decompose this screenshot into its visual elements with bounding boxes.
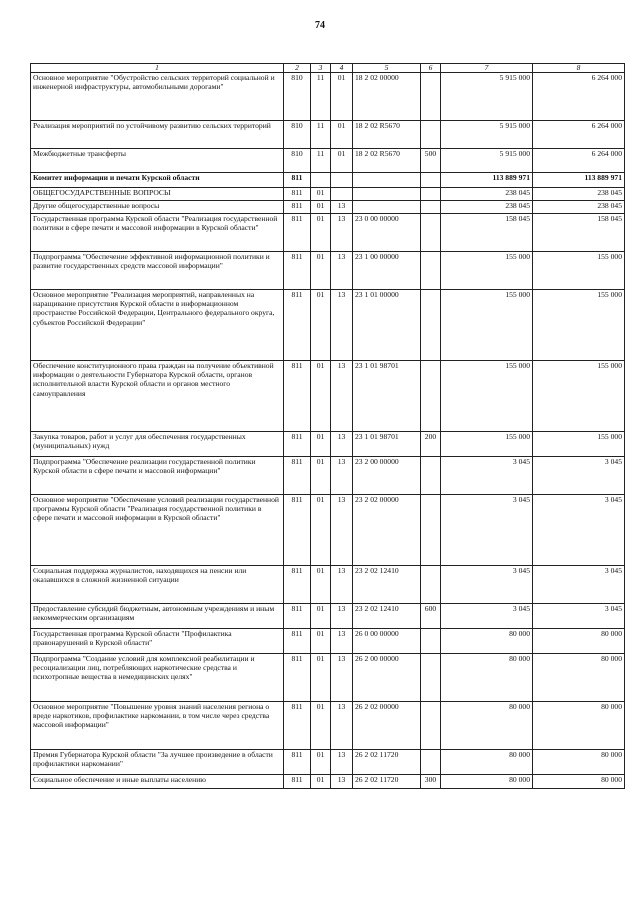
target-article-cell <box>353 201 421 214</box>
target-article-cell: 18 2 02 00000 <box>353 73 421 121</box>
amount-year2-cell: 238 045 <box>533 201 625 214</box>
subsection-cell <box>331 188 353 201</box>
section-cell <box>311 173 331 188</box>
row-name-cell: Другие общегосударственные вопросы <box>31 201 284 214</box>
subsection-cell: 13 <box>331 214 353 252</box>
table-row <box>31 252 625 290</box>
admin-code-cell: 811 <box>284 750 311 775</box>
subsection-cell: 01 <box>331 149 353 173</box>
section-cell: 01 <box>311 432 331 457</box>
expense-type-cell <box>421 495 441 566</box>
subsection-cell: 13 <box>331 457 353 495</box>
target-article-cell: 26 0 00 00000 <box>353 629 421 654</box>
amount-year1-cell: 5 915 000 <box>441 121 533 149</box>
column-header: 3 <box>311 64 331 73</box>
expense-type-cell <box>421 73 441 121</box>
row-name-cell: Социальная поддержка журналистов, находящихся на пенсии или оказавшихся в сложной жизненной ситуации <box>31 566 284 604</box>
amount-year1-cell: 113 889 971 <box>441 173 533 188</box>
amount-year1-cell: 3 045 <box>441 604 533 629</box>
subsection-cell: 13 <box>331 604 353 629</box>
expense-type-cell <box>421 290 441 361</box>
expense-type-cell: 200 <box>421 432 441 457</box>
admin-code-cell: 811 <box>284 432 311 457</box>
section-cell: 11 <box>311 73 331 121</box>
admin-code-cell: 811 <box>284 173 311 188</box>
subsection-cell: 13 <box>331 654 353 702</box>
section-cell: 01 <box>311 252 331 290</box>
amount-year1-cell: 238 045 <box>441 188 533 201</box>
expense-type-cell: 300 <box>421 775 441 789</box>
row-name-cell: Основное мероприятие "Реализация мероприятий, направленных на наращивание присутствия Курской области в информационном пространстве Российской Федерации, Центрального федерального округа, субъектов Российской Федерации" <box>31 290 284 361</box>
amount-year1-cell: 155 000 <box>441 252 533 290</box>
row-name-cell: Комитет информации и печати Курской области <box>31 173 284 188</box>
admin-code-cell: 811 <box>284 214 311 252</box>
page-number: 74 <box>315 20 325 31</box>
expense-type-cell <box>421 188 441 201</box>
amount-year1-cell: 5 915 000 <box>441 149 533 173</box>
amount-year2-cell: 80 000 <box>533 654 625 702</box>
row-name-cell: Межбюджетные трансферты <box>31 149 284 173</box>
subsection-cell: 13 <box>331 201 353 214</box>
section-cell: 01 <box>311 457 331 495</box>
row-name-cell: Социальное обеспечение и иные выплаты населению <box>31 775 284 789</box>
table-row <box>31 201 625 214</box>
section-cell: 01 <box>311 188 331 201</box>
table-row <box>31 702 625 750</box>
admin-code-cell: 811 <box>284 495 311 566</box>
table-row <box>31 188 625 201</box>
expense-type-cell <box>421 654 441 702</box>
subsection-cell: 13 <box>331 361 353 432</box>
amount-year2-cell: 80 000 <box>533 750 625 775</box>
amount-year2-cell: 155 000 <box>533 361 625 432</box>
admin-code-cell: 811 <box>284 457 311 495</box>
subsection-cell: 13 <box>331 252 353 290</box>
amount-year2-cell: 6 264 000 <box>533 73 625 121</box>
amount-year2-cell: 155 000 <box>533 432 625 457</box>
target-article-cell: 23 2 00 00000 <box>353 457 421 495</box>
amount-year1-cell: 238 045 <box>441 201 533 214</box>
subsection-cell: 13 <box>331 629 353 654</box>
section-cell: 01 <box>311 702 331 750</box>
admin-code-cell: 810 <box>284 149 311 173</box>
row-name-cell: Подпрограмма "Обеспечение реализации государственной политики Курской области в сфере печати и массовой информации" <box>31 457 284 495</box>
column-header: 5 <box>353 64 421 73</box>
amount-year2-cell: 80 000 <box>533 629 625 654</box>
row-name-cell: Подпрограмма "Обеспечение эффективной информационной политики и развитие государственных средств массовой информации" <box>31 252 284 290</box>
admin-code-cell: 811 <box>284 252 311 290</box>
table-row <box>31 775 625 789</box>
target-article-cell: 23 2 02 12410 <box>353 604 421 629</box>
table-row <box>31 495 625 566</box>
amount-year2-cell: 3 045 <box>533 604 625 629</box>
amount-year1-cell: 155 000 <box>441 361 533 432</box>
amount-year1-cell: 3 045 <box>441 457 533 495</box>
amount-year2-cell: 155 000 <box>533 252 625 290</box>
row-name-cell: Предоставление субсидий бюджетным, автономным учреждениям и иным некоммерческим организациям <box>31 604 284 629</box>
target-article-cell: 23 2 02 00000 <box>353 495 421 566</box>
subsection-cell: 01 <box>331 121 353 149</box>
subsection-cell: 13 <box>331 566 353 604</box>
table-body <box>31 73 625 789</box>
admin-code-cell: 811 <box>284 629 311 654</box>
subsection-cell: 13 <box>331 702 353 750</box>
section-cell: 01 <box>311 214 331 252</box>
row-name-cell: Основное мероприятие "Обустройство сельских территорий социальной и инженерной инфраструктуры, автомобильными дорогами" <box>31 73 284 121</box>
table-row <box>31 73 625 121</box>
target-article-cell: 26 2 00 00000 <box>353 654 421 702</box>
row-name-cell: ОБЩЕГОСУДАРСТВЕННЫЕ ВОПРОСЫ <box>31 188 284 201</box>
subsection-cell: 13 <box>331 432 353 457</box>
amount-year1-cell: 80 000 <box>441 654 533 702</box>
column-header: 2 <box>284 64 311 73</box>
table-row <box>31 361 625 432</box>
amount-year2-cell: 113 889 971 <box>533 173 625 188</box>
admin-code-cell: 810 <box>284 121 311 149</box>
table-row <box>31 290 625 361</box>
section-cell: 01 <box>311 750 331 775</box>
table-row <box>31 432 625 457</box>
table-row <box>31 604 625 629</box>
target-article-cell: 23 1 00 00000 <box>353 252 421 290</box>
expense-type-cell <box>421 457 441 495</box>
expense-type-cell: 500 <box>421 149 441 173</box>
subsection-cell: 13 <box>331 775 353 789</box>
subsection-cell: 01 <box>331 73 353 121</box>
target-article-cell <box>353 188 421 201</box>
section-cell: 01 <box>311 604 331 629</box>
amount-year1-cell: 158 045 <box>441 214 533 252</box>
subsection-cell: 13 <box>331 290 353 361</box>
target-article-cell: 26 2 02 11720 <box>353 775 421 789</box>
table-header-row <box>31 64 625 73</box>
table-row <box>31 149 625 173</box>
table-row <box>31 629 625 654</box>
admin-code-cell: 811 <box>284 702 311 750</box>
expense-type-cell <box>421 702 441 750</box>
expense-type-cell <box>421 629 441 654</box>
row-name-cell: Государственная программа Курской области "Реализация государственной политики в сфере печати и массовой информации в Курской области" <box>31 214 284 252</box>
row-name-cell: Обеспечение конституционного права граждан на получение объективной информации о деятельности Губернатора Курской области, органов исполнительной власти Курской области и органов местного самоуправления <box>31 361 284 432</box>
row-name-cell: Подпрограмма "Создание условий для комплексной реабилитации и ресоциализации лиц, потребляющих наркотические средства и психотропные вещества в немедицинских целях" <box>31 654 284 702</box>
section-cell: 11 <box>311 149 331 173</box>
section-cell: 01 <box>311 361 331 432</box>
target-article-cell: 23 0 00 00000 <box>353 214 421 252</box>
expense-type-cell <box>421 252 441 290</box>
column-header: 1 <box>31 64 284 73</box>
section-cell: 01 <box>311 775 331 789</box>
subsection-cell <box>331 173 353 188</box>
amount-year2-cell: 3 045 <box>533 495 625 566</box>
target-article-cell: 26 2 02 00000 <box>353 702 421 750</box>
row-name-cell: Реализация мероприятий по устойчивому развитию сельских территорий <box>31 121 284 149</box>
target-article-cell: 26 2 02 11720 <box>353 750 421 775</box>
row-name-cell: Премия Губернатора Курской области "За лучшее произведение в области профилактики наркомании" <box>31 750 284 775</box>
section-cell: 01 <box>311 566 331 604</box>
expense-type-cell <box>421 214 441 252</box>
table-row <box>31 214 625 252</box>
admin-code-cell: 811 <box>284 290 311 361</box>
amount-year1-cell: 80 000 <box>441 702 533 750</box>
column-header: 7 <box>441 64 533 73</box>
row-name-cell: Государственная программа Курской области "Профилактика правонарушений в Курской области" <box>31 629 284 654</box>
expense-type-cell <box>421 361 441 432</box>
amount-year2-cell: 6 264 000 <box>533 121 625 149</box>
amount-year2-cell: 155 000 <box>533 290 625 361</box>
row-name-cell: Основное мероприятие "Повышение уровня знаний населения региона о вреде наркотиков, профилактике наркомании, в том числе через средства массовой информации" <box>31 702 284 750</box>
admin-code-cell: 811 <box>284 188 311 201</box>
target-article-cell: 23 1 01 98701 <box>353 432 421 457</box>
expense-type-cell <box>421 121 441 149</box>
column-header: 8 <box>533 64 625 73</box>
column-header: 6 <box>421 64 441 73</box>
expense-type-cell: 600 <box>421 604 441 629</box>
target-article-cell: 18 2 02 R5670 <box>353 149 421 173</box>
section-cell: 01 <box>311 290 331 361</box>
section-cell: 01 <box>311 201 331 214</box>
target-article-cell: 23 1 01 00000 <box>353 290 421 361</box>
admin-code-cell: 811 <box>284 775 311 789</box>
target-article-cell: 18 2 02 R5670 <box>353 121 421 149</box>
amount-year1-cell: 80 000 <box>441 629 533 654</box>
section-cell: 01 <box>311 629 331 654</box>
admin-code-cell: 811 <box>284 604 311 629</box>
section-cell: 01 <box>311 654 331 702</box>
amount-year1-cell: 3 045 <box>441 566 533 604</box>
expense-type-cell <box>421 566 441 604</box>
table-row <box>31 457 625 495</box>
amount-year1-cell: 80 000 <box>441 750 533 775</box>
expense-type-cell <box>421 201 441 214</box>
row-name-cell: Основное мероприятие "Обеспечение условий реализации государственной программы Курской области "Реализация государственной политики в сфере печати и массовой информации в Курской области" <box>31 495 284 566</box>
subsection-cell: 13 <box>331 750 353 775</box>
table-row <box>31 121 625 149</box>
section-cell: 01 <box>311 495 331 566</box>
amount-year2-cell: 3 045 <box>533 457 625 495</box>
table-row <box>31 750 625 775</box>
column-header: 4 <box>331 64 353 73</box>
expense-type-cell <box>421 750 441 775</box>
admin-code-cell: 810 <box>284 73 311 121</box>
amount-year1-cell: 80 000 <box>441 775 533 789</box>
amount-year2-cell: 80 000 <box>533 775 625 789</box>
amount-year1-cell: 155 000 <box>441 432 533 457</box>
amount-year1-cell: 155 000 <box>441 290 533 361</box>
amount-year1-cell: 5 915 000 <box>441 73 533 121</box>
expense-type-cell <box>421 173 441 188</box>
row-name-cell: Закупка товаров, работ и услуг для обеспечения государственных (муниципальных) нужд <box>31 432 284 457</box>
budget-table <box>30 63 625 789</box>
amount-year2-cell: 238 045 <box>533 188 625 201</box>
table-row <box>31 654 625 702</box>
amount-year2-cell: 6 264 000 <box>533 149 625 173</box>
amount-year1-cell: 3 045 <box>441 495 533 566</box>
admin-code-cell: 811 <box>284 654 311 702</box>
table-row <box>31 173 625 188</box>
amount-year2-cell: 3 045 <box>533 566 625 604</box>
section-cell: 11 <box>311 121 331 149</box>
admin-code-cell: 811 <box>284 566 311 604</box>
subsection-cell: 13 <box>331 495 353 566</box>
target-article-cell <box>353 173 421 188</box>
table-row <box>31 566 625 604</box>
admin-code-cell: 811 <box>284 201 311 214</box>
target-article-cell: 23 1 01 98701 <box>353 361 421 432</box>
target-article-cell: 23 2 02 12410 <box>353 566 421 604</box>
amount-year2-cell: 80 000 <box>533 702 625 750</box>
amount-year2-cell: 158 045 <box>533 214 625 252</box>
admin-code-cell: 811 <box>284 361 311 432</box>
